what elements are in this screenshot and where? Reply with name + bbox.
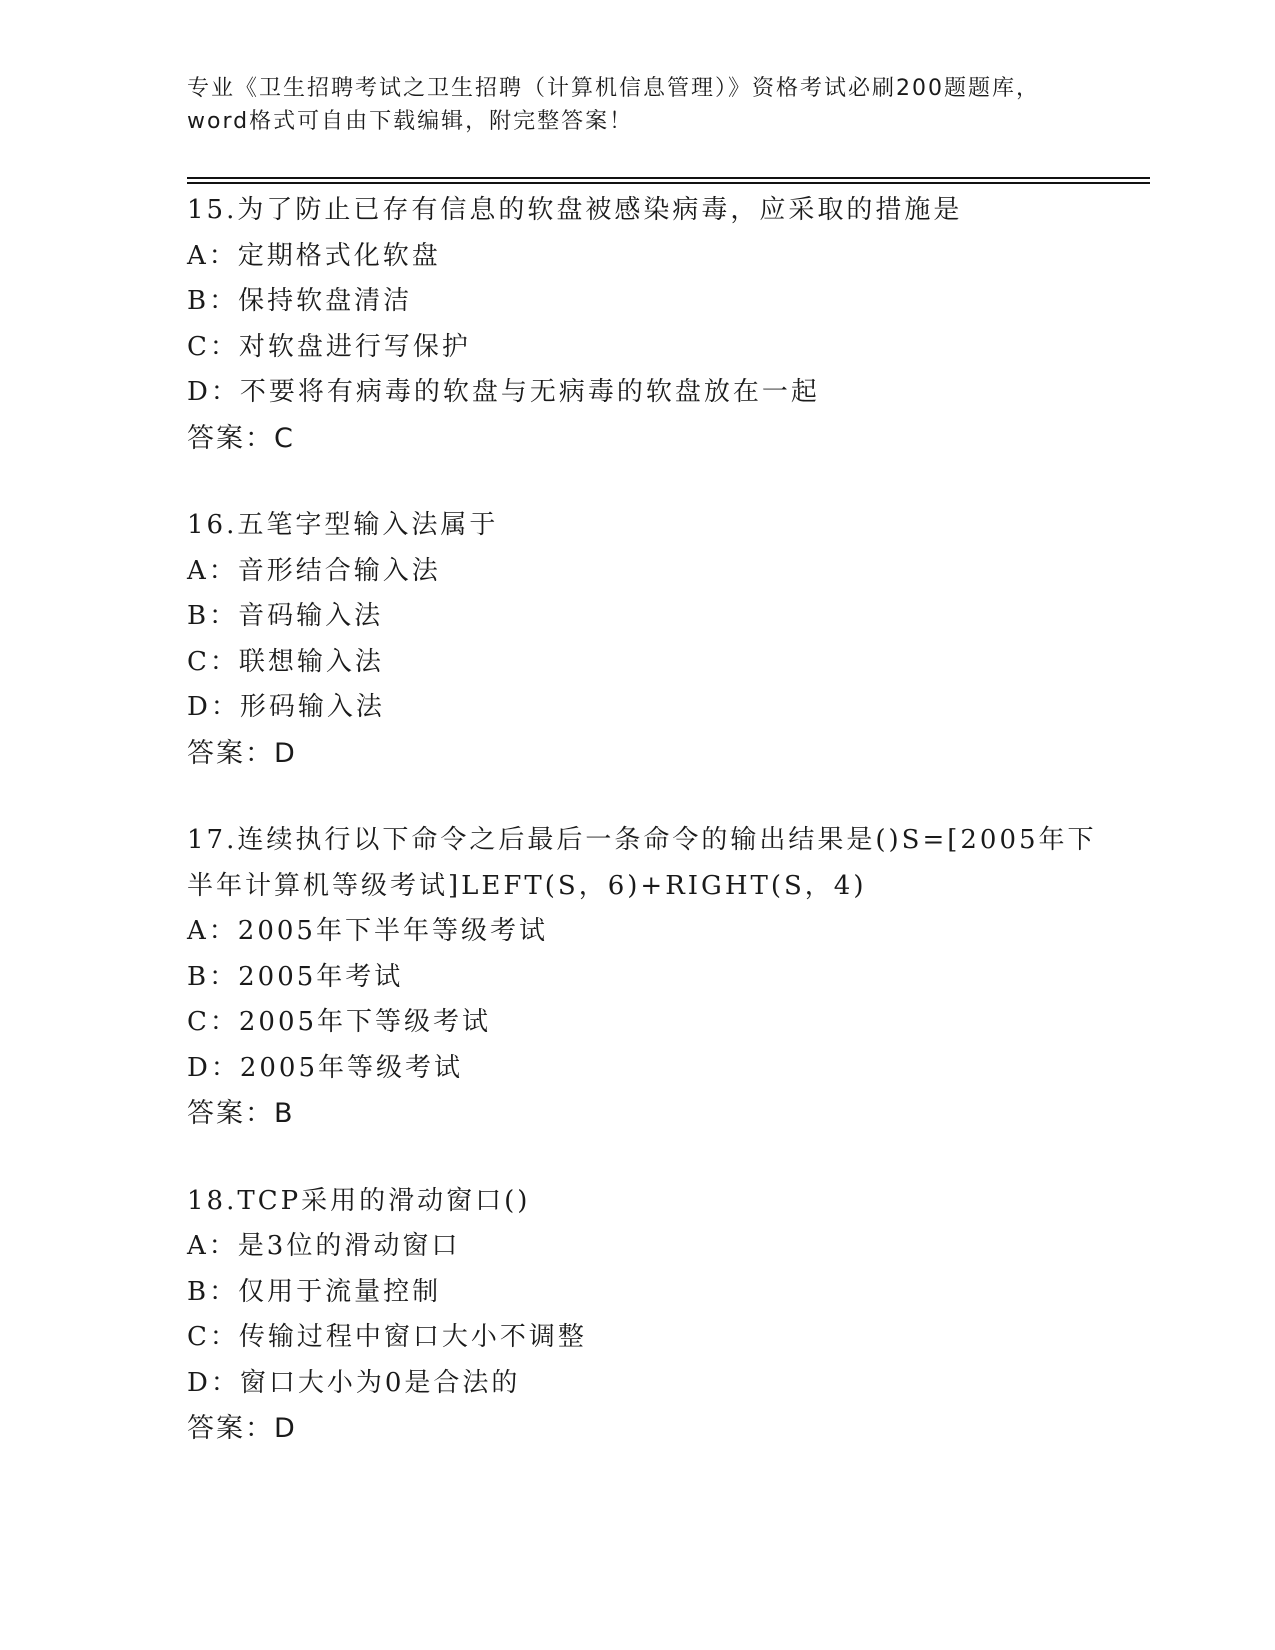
option-b: B：2005年考试: [187, 961, 404, 992]
option-c: C：联想输入法: [187, 646, 384, 677]
question-list: [187, 188, 1097, 1452]
answer: 答案：C: [187, 422, 295, 454]
question-16: [187, 503, 1087, 776]
header-line-1: 专业《卫生招聘考试之卫生招聘（计算机信息管理）》资格考试必刷200题题库，: [187, 76, 1040, 101]
option-c: C：对软盘进行写保护: [187, 331, 471, 362]
answer: 答案：B: [187, 1098, 295, 1129]
option-a: A：2005年下半年等级考试: [187, 916, 548, 946]
option-d: D：形码输入法: [187, 692, 385, 722]
option-b: B：仅用于流量控制: [187, 1276, 442, 1307]
question-18: [187, 1179, 1087, 1452]
option-d: D：不要将有病毒的软盘与无病毒的软盘放在一起: [187, 377, 820, 407]
option-a: A：音形结合输入法: [187, 555, 441, 586]
question-stem-line-1: 17.连续执行以下命令之后最后一条命令的输出结果是()S=[2005年下: [187, 825, 1097, 855]
question-stem: 18.TCP采用的滑动窗口(): [187, 1185, 531, 1216]
question-15: [187, 188, 1087, 461]
option-c: C：2005年下等级考试: [187, 1007, 492, 1037]
option-c: C：传输过程中窗口大小不调整: [187, 1322, 587, 1352]
answer: 答案：D: [187, 737, 297, 769]
question-17: [187, 818, 1097, 1137]
header-divider-bottom: [187, 182, 1150, 184]
header-line-2: word格式可自由下载编辑，附完整答案！: [187, 109, 634, 134]
question-stem: 16.五笔字型输入法属于: [187, 510, 499, 540]
question-stem: 15.为了防止已存有信息的软盘被感染病毒，应采取的措施是: [187, 195, 963, 225]
option-b: B：音码输入法: [187, 601, 384, 631]
header-divider-top: [187, 177, 1150, 179]
option-a: A：定期格式化软盘: [187, 240, 441, 271]
question-stem-line-2: 半年计算机等级考试]LEFT(S，6)+RIGHT(S，4): [187, 870, 867, 901]
document-header: [187, 72, 1087, 138]
option-d: D：2005年等级考试: [187, 1052, 464, 1083]
answer: 答案：D: [187, 1413, 297, 1444]
option-d: D：窗口大小为0是合法的: [187, 1367, 521, 1398]
option-b: B：保持软盘清洁: [187, 286, 413, 316]
option-a: A：是3位的滑动窗口: [187, 1231, 461, 1261]
